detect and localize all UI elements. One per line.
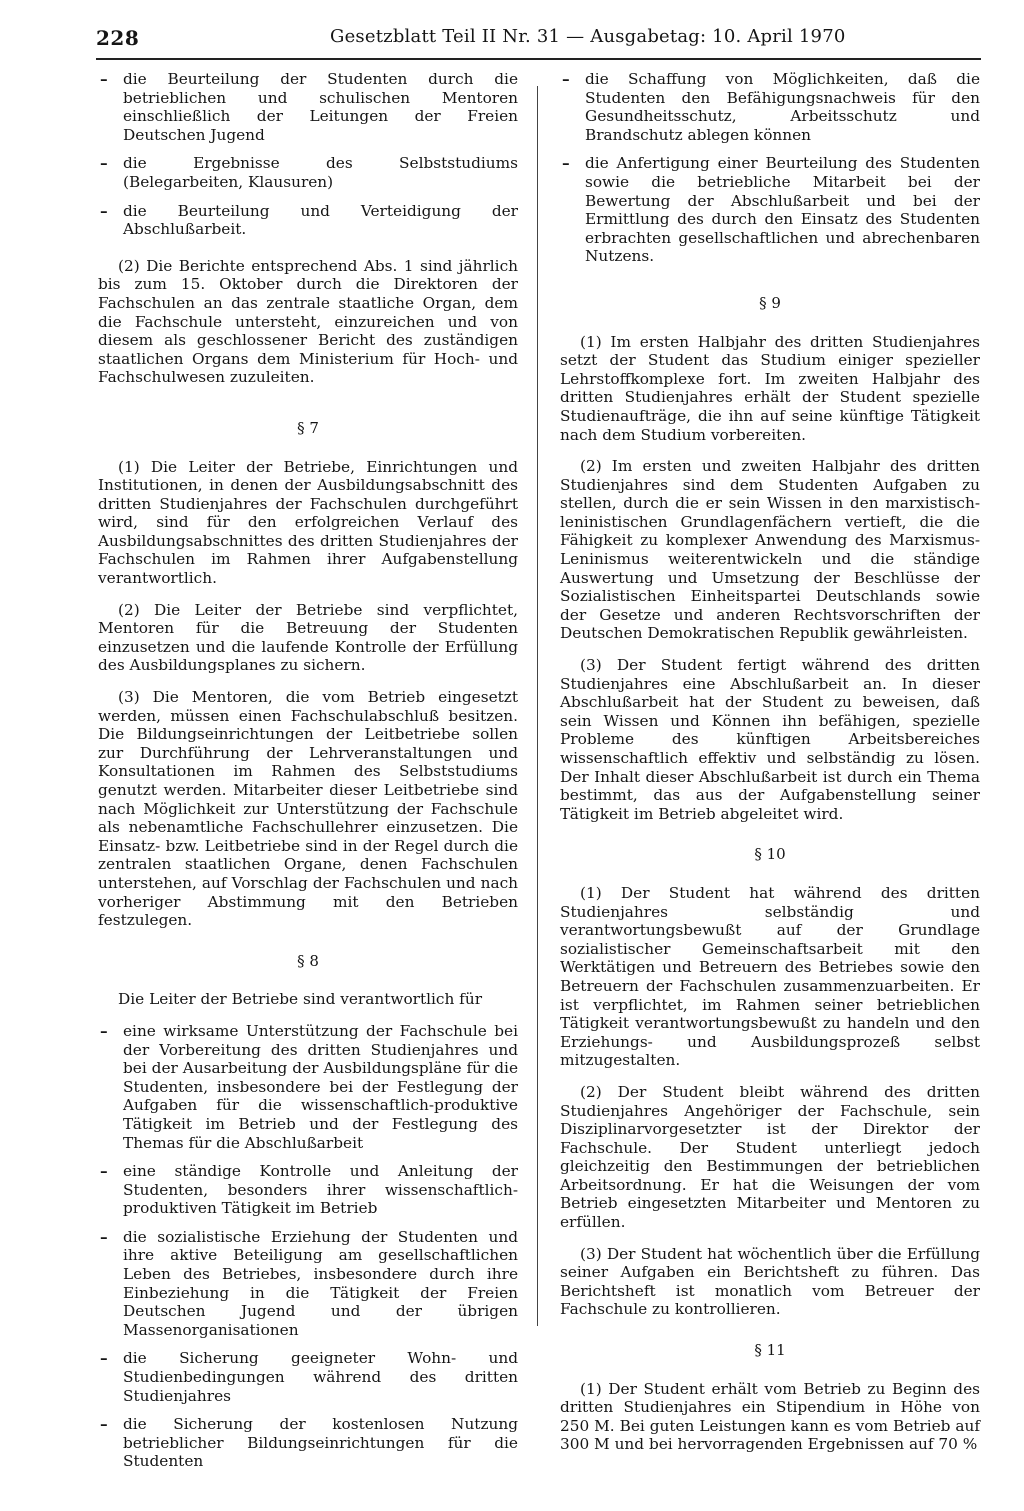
page-header-title: Gesetzblatt Teil II Nr. 31 — Ausgabetag: 10. April 1970 (330, 26, 846, 47)
list-item-text: die Sicherung geeigneter Wohn- und Studienbedingungen während des dritten Studienjahres (123, 1349, 518, 1405)
list-item-text: die Beurteilung und Verteidigung der Abschlußarbeit. (123, 201, 518, 239)
list-item (98, 202, 518, 239)
dash-bullet: – (100, 1349, 108, 1368)
list-item-text: eine ständige Kontrolle und Anleitung der Studenten, besonders ihrer wissenschaftlich-produktiven Tätigkeit im Betrieb (123, 1162, 518, 1218)
paragraph-9-2: (2) Im ersten und zweiten Halbjahr des dritten Studienjahres sind dem Studenten Aufgaben zu stellen, durch die er sein Wissen in den marxistisch-leninistischen Grundlagenfächern vertieft, die die Fähigkeit zu komplexer Anwendung des Marxismus-Leninismus weiterentwickeln und die ständige Auswertung und Umsetzung der Beschlüsse der Sozialistischen Einheitspartei Deutschlands sowie der Gesetze und anderen Rechtsvorschriften der Deutschen Demokratischen Republik gewährleisten. (560, 457, 980, 643)
paragraph-11-1: (1) Der Student erhält vom Betrieb zu Beginn des dritten Studienjahres ein Stipendium in Höhe von 250 M. Bei guten Leistungen kann es vom Betrieb auf 300 M und bei hervorragenden Ergebnissen auf 70 % (560, 1379, 980, 1454)
page-number: 228 (96, 26, 140, 50)
dash-bullet: – (100, 1162, 108, 1181)
list-item-text: die Beurteilung der Studenten durch die betrieblichen und schulischen Mentoren einschließlich der Leitungen der Freien Deutschen Jugend (123, 70, 518, 144)
list-item (98, 1349, 518, 1405)
dash-bullet: – (100, 1021, 108, 1040)
dash-bullet: – (100, 1227, 108, 1246)
list-item-text: die sozialistische Erziehung der Studenten und ihre aktive Beteiligung am gesellschaftlichen Leben des Betriebes, insbesondere durch ihre Einbeziehung in die Tätigkeit der Freien Deutschen Jugend und der übrigen Massenorganisationen (123, 1227, 518, 1339)
list-item-text: die Anfertigung einer Beurteilung des Studenten sowie die betriebliche Mitarbeit bei der Bewertung der Abschlußarbeit und bei der Ermittlung des durch den Einsatz des Studenten erbrachten gesellschaftlichen und abrechenbaren Nutzens. (585, 154, 980, 266)
left-column (98, 70, 518, 1481)
paragraph-7-1: (1) Die Leiter der Betriebe, Einrichtungen und Institutionen, in denen der Ausbildungsabschnitt des dritten Studienjahres der Fachschulen durchgeführt wird, sind für den erfolgreichen Verlauf des Ausbildungsabschnittes des dritten Studienjahres der Fachschulen im Rahmen ihrer Aufgabenstellung verantwortlich. (98, 457, 518, 588)
right-column (560, 70, 980, 1467)
dash-bullet: – (100, 154, 108, 173)
list-item (560, 154, 980, 266)
list-item (98, 1162, 518, 1218)
list-item (98, 1228, 518, 1340)
paragraph-7-3: (3) Die Mentoren, die vom Betrieb eingesetzt werden, müssen einen Fachschulabschluß besitzen. Die Bildungseinrichtungen der Leitbetriebe sollen zur Durchführung der Lehrveranstaltungen und Konsultationen im Rahmen des Selbststudiums genutzt werden. Mitarbeiter dieser Leitbetriebe sind nach Möglichkeit zur Unterstützung der Fachschule als nebenamtliche Fachschullehrer einzusetzen. Die Einsatz- bzw. Leitbetriebe sind in der Regel durch die zentralen staatlichen Organe, denen Fachschulen unterstehen, auf Vorschlag der Fachschulen und nach vorheriger Abstimmung mit den Betrieben festzulegen. (98, 688, 518, 930)
list-item-text: die Schaffung von Möglichkeiten, daß die Studenten den Befähigungsnachweis für den Gesundheitsschutz, Arbeitsschutz und Brandschutz ablegen können (585, 70, 980, 144)
paragraph-10-3: (3) Der Student hat wöchentlich über die Erfüllung seiner Aufgaben ein Berichtsheft zu führen. Das Berichtsheft ist monatlich vom Betreuer der Fachschule zu kontrollieren. (560, 1244, 980, 1319)
list-item-text: die Ergebnisse des Selbststudiums (Belegarbeiten, Klausuren) (123, 154, 518, 191)
list-item (98, 70, 518, 144)
paragraph-6-2: (2) Die Berichte entsprechend Abs. 1 sind jährlich bis zum 15. Oktober durch die Direktoren der Fachschulen an das zentrale staatliche Organ, dem die Fachschule untersteht, einzureichen und von diesem als geschlossener Bericht des zuständigen staatlichen Organs dem Ministerium für Hoch- und Fachschulwesen zuzuleiten. (98, 256, 518, 387)
paragraph-10-2: (2) Der Student bleibt während des dritten Studienjahres Angehöriger der Fachschule, sein Disziplinarvorgesetzter ist der Direktor der Fachschule. Der Student unterliegt jedoch gleichzeitig den Bestimmungen der betrieblichen Arbeitsordnung. Er hat die Weisungen der vom Betrieb eingesetzten Mitarbeiter und Mentoren zu erfüllen. (560, 1082, 980, 1232)
section-heading-10: § 10 (754, 845, 786, 864)
section-heading-7: § 7 (297, 418, 319, 437)
section-heading-8: § 8 (297, 951, 319, 970)
list-item (98, 154, 518, 191)
dash-bullet: – (100, 201, 108, 220)
paragraph-9-3: (3) Der Student fertigt während des dritten Studienjahres eine Abschlußarbeit an. In dieser Abschlußarbeit hat der Student zu beweisen, daß sein Wissen und Können ihn befähigen, spezielle Probleme des künftigen Arbeitsbereiches wissenschaftlich effektiv und selbständig zu lösen. Der Inhalt dieser Abschlußarbeit ist durch ein Thema bestimmt, das aus der Aufgabenstellung seiner Tätigkeit im Betrieb abgeleitet wird. (560, 656, 980, 823)
column-divider (537, 86, 538, 1326)
paragraph-10-1: (1) Der Student hat während des dritten Studienjahres selbständig und verantwortungsbewußt auf der Grundlage sozialistischer Gemeinschaftsarbeit mit den Werktätigen und Betreuern des Betriebes sowie den Betreuern der Fachschulen zusammenzuarbeiten. Er ist verpflichtet, im Rahmen seiner betrieblichen Tätigkeit verantwortungsbewußt zu handeln und den Erziehungs- und Ausbildungsprozeß selbst mitzugestalten. (560, 883, 980, 1070)
dash-bullet: – (100, 1415, 108, 1434)
list-item-text: die Sicherung der kostenlosen Nutzung betrieblicher Bildungseinrichtungen für die Studenten (123, 1415, 518, 1471)
list-item (98, 1415, 518, 1471)
list-item (98, 1022, 518, 1152)
header-rule (96, 58, 981, 60)
paragraph-7-2: (2) Die Leiter der Betriebe sind verpflichtet, Mentoren für die Betreuung der Studenten einzusetzen und die laufende Kontrolle der Erfüllung des Ausbildungsplanes zu sichern. (98, 600, 518, 675)
section-heading-11: § 11 (754, 1341, 786, 1360)
dash-bullet: – (100, 70, 108, 88)
dash-bullet: – (562, 154, 570, 173)
list-item (560, 70, 980, 144)
section-heading-9: § 9 (759, 293, 781, 312)
list-item-text: eine wirksame Unterstützung der Fachschule bei der Vorbereitung des dritten Studienjahres und bei der Ausarbeitung der Ausbildungspläne für die Studenten, insbesondere bei der Festlegung der Aufgaben für die wissenschaftlich-produktive Tätigkeit im Betrieb und der Festlegung des Themas für die Abschlußarbeit (123, 1021, 518, 1152)
section-8-intro: Die Leiter der Betriebe sind verantwortlich für (118, 990, 483, 1009)
dash-bullet: – (562, 70, 570, 88)
paragraph-9-1: (1) Im ersten Halbjahr des dritten Studienjahres setzt der Student das Studium einiger spezieller Lehrstoffkomplexe fort. Im zweiten Halbjahr des dritten Studienjahres erhält der Student spezielle Studienaufträge, die ihn auf seine künftige Tätigkeit nach dem Studium vorbereiten. (560, 332, 980, 444)
